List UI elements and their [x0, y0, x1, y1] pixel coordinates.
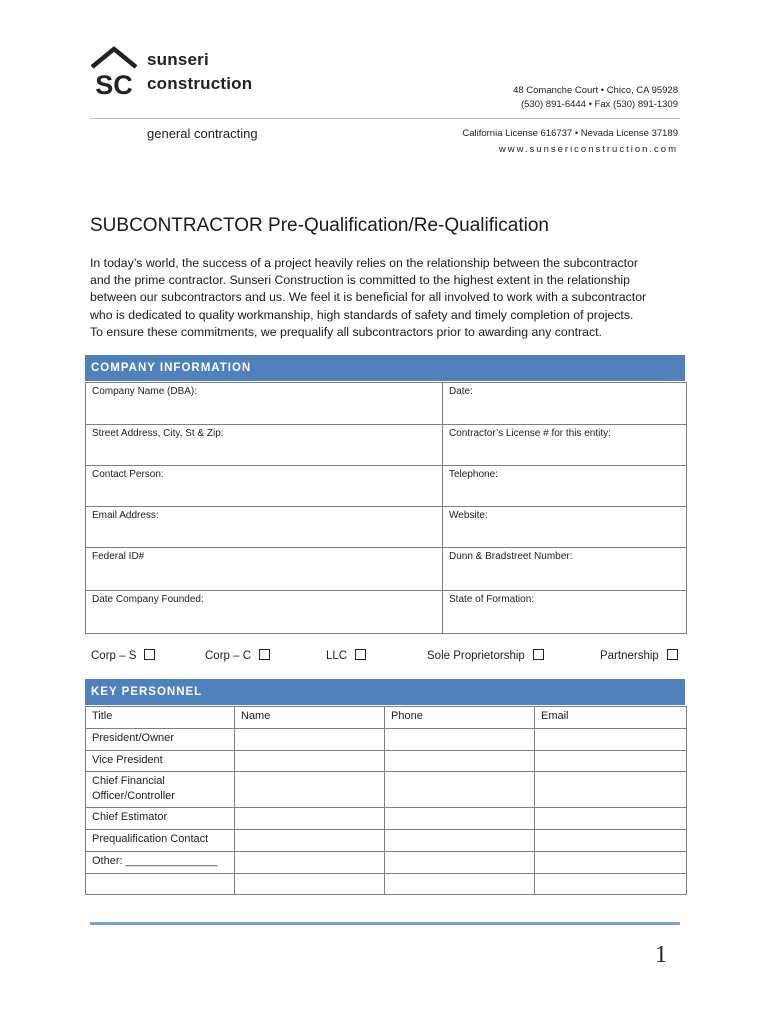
- intro-line: who is dedicated to quality workmanship, high standards of safety and timely completion of projects.: [90, 307, 634, 322]
- address-line1: 48 Comanche Court • Chico, CA 95928: [513, 85, 678, 96]
- column-header-phone: Phone: [385, 707, 535, 729]
- entity-label: LLC: [326, 650, 348, 662]
- entity-label: Partnership: [600, 650, 659, 662]
- personnel-phone-cell[interactable]: [385, 771, 535, 807]
- personnel-email-cell[interactable]: [535, 729, 687, 751]
- personnel-name-cell[interactable]: [235, 851, 385, 873]
- license-info: California License 616737 • Nevada License 37189: [462, 128, 678, 139]
- entity-corp-s[interactable]: [91, 649, 155, 662]
- personnel-name-cell[interactable]: [235, 807, 385, 829]
- checkbox-icon[interactable]: [533, 649, 544, 660]
- entity-corp-c[interactable]: [205, 649, 270, 662]
- personnel-title: Chief Estimator: [86, 807, 235, 829]
- intro-line: To ensure these commitments, we prequalify all subcontractors prior to awarding any contract.: [90, 324, 602, 339]
- street-address-field[interactable]: Street Address, City, St & Zip:: [86, 425, 443, 466]
- key-personnel-heading: KEY PERSONNEL: [85, 679, 685, 705]
- website-field[interactable]: Website:: [443, 507, 687, 548]
- column-header-name: Name: [235, 707, 385, 729]
- intro-line: and the prime contractor. Sunseri Construction is committed to the highest extent in the relationship: [90, 273, 630, 288]
- personnel-title: Prequalification Contact: [86, 829, 235, 851]
- contractor-license-field[interactable]: Contractor’s License # for this entity:: [443, 425, 687, 466]
- personnel-phone-cell[interactable]: [385, 829, 535, 851]
- checkbox-icon[interactable]: [259, 649, 270, 660]
- personnel-title: Chief Financial Officer/Controller: [86, 771, 235, 807]
- tagline: general contracting: [147, 126, 258, 141]
- checkbox-icon[interactable]: [355, 649, 366, 660]
- personnel-phone-cell[interactable]: [385, 729, 535, 751]
- company-logo: [88, 45, 140, 97]
- personnel-email-cell[interactable]: [535, 851, 687, 873]
- page-title: SUBCONTRACTOR Pre-Qualification/Re-Qualification: [90, 215, 549, 236]
- entity-sole-proprietorship[interactable]: [427, 649, 544, 662]
- telephone-field[interactable]: Telephone:: [443, 466, 687, 507]
- column-header-title: Title: [86, 707, 235, 729]
- entity-partnership[interactable]: [600, 649, 678, 662]
- personnel-email-cell[interactable]: [535, 873, 687, 894]
- personnel-email-cell[interactable]: [535, 771, 687, 807]
- personnel-title: President/Owner: [86, 729, 235, 751]
- brand-name-line1: sunseri: [147, 50, 209, 69]
- personnel-phone-cell[interactable]: [385, 751, 535, 772]
- intro-paragraph: [90, 255, 690, 341]
- intro-line: between our subcontractors and us. We feel it is beneficial for all involved to work with a subcontractor: [90, 290, 647, 305]
- page-number: 1: [655, 942, 667, 968]
- website-link[interactable]: www.sunsericonstruction.com: [498, 144, 678, 155]
- company-name-field[interactable]: Company Name (DBA):: [86, 383, 443, 425]
- personnel-email-cell[interactable]: [535, 829, 687, 851]
- company-info-heading: COMPANY INFORMATION: [85, 355, 685, 381]
- entity-label: Sole Proprietorship: [427, 650, 525, 662]
- personnel-name-cell[interactable]: [235, 829, 385, 851]
- header-divider: [90, 118, 680, 119]
- address-line2: (530) 891-6444 • Fax (530) 891-1309: [520, 99, 678, 110]
- personnel-email-cell[interactable]: [535, 751, 687, 772]
- entity-label: Corp – C: [205, 650, 252, 662]
- personnel-phone-cell[interactable]: [385, 851, 535, 873]
- personnel-email-cell[interactable]: [535, 807, 687, 829]
- date-field[interactable]: Date:: [443, 383, 687, 425]
- personnel-title[interactable]: [86, 873, 235, 894]
- column-header-email: Email: [535, 707, 687, 729]
- personnel-name-cell[interactable]: [235, 771, 385, 807]
- personnel-phone-cell[interactable]: [385, 807, 535, 829]
- checkbox-icon[interactable]: [144, 649, 155, 660]
- footer-divider: [90, 922, 680, 925]
- logo-mark: SC: [95, 70, 133, 97]
- dunn-bradstreet-field[interactable]: Dunn & Bradstreet Number:: [443, 548, 687, 591]
- personnel-title: Other: _______________: [86, 851, 235, 873]
- brand-name-line2: construction: [147, 74, 253, 93]
- personnel-name-cell[interactable]: [235, 751, 385, 772]
- entity-llc[interactable]: [326, 649, 366, 662]
- contact-person-field[interactable]: Contact Person:: [86, 466, 443, 507]
- personnel-title: Vice President: [86, 751, 235, 772]
- state-formation-field[interactable]: State of Formation:: [443, 591, 687, 634]
- checkbox-icon[interactable]: [667, 649, 678, 660]
- email-address-field[interactable]: Email Address:: [86, 507, 443, 548]
- intro-line: In today’s world, the success of a project heavily relies on the relationship between the subcontractor: [90, 256, 638, 270]
- personnel-name-cell[interactable]: [235, 729, 385, 751]
- entity-label: Corp – S: [91, 650, 137, 662]
- personnel-name-cell[interactable]: [235, 873, 385, 894]
- key-personnel-table: [85, 706, 687, 895]
- date-founded-field[interactable]: Date Company Founded:: [86, 591, 443, 634]
- federal-id-field[interactable]: Federal ID#: [86, 548, 443, 591]
- personnel-phone-cell[interactable]: [385, 873, 535, 894]
- company-info-table: [85, 382, 687, 634]
